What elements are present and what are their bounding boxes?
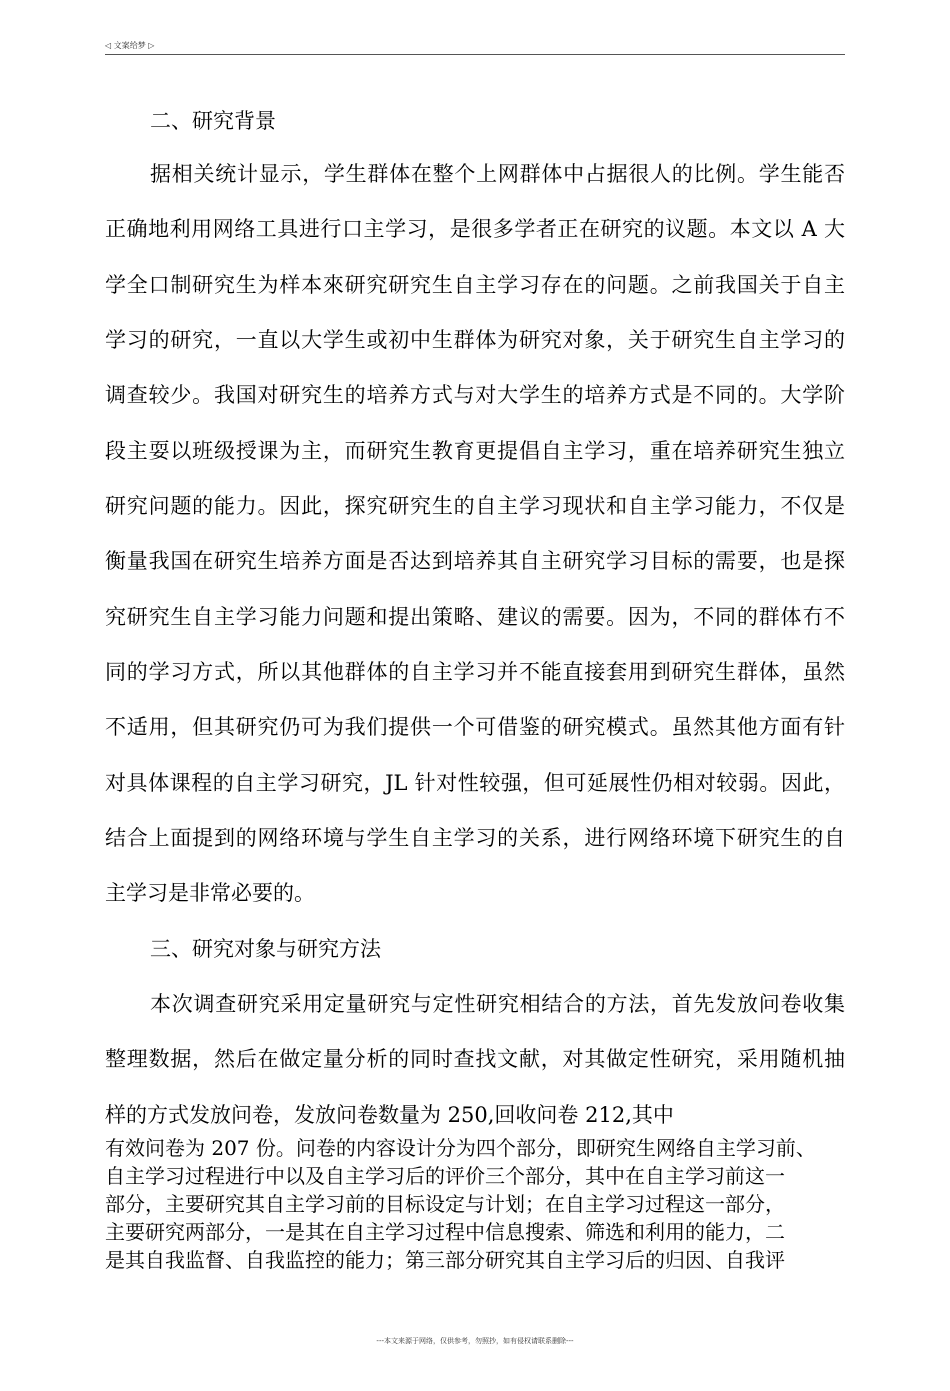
page-footer: ---本文来源于网络，仅供参考，勿照抄，如有侵权请联系删除---: [376, 1337, 574, 1345]
paragraph-line: 自主学习过程进行中以及自主学习后的评价三个部分，其中在自主学习前这一: [105, 1164, 785, 1188]
paragraph-line: 调查较少。我国对研究生的培养方式与对大学生的培养方式是不同的。大学阶: [105, 383, 845, 407]
header-logo-text: ◁ 文案给梦 ▷: [105, 41, 155, 50]
paragraph-line: 据相关统计显示，学生群体在整个上网群体中占据很人的比例。学生能否: [150, 162, 845, 186]
paragraph-line: 有效问卷为 207 份。问卷的内容设计分为四个部分，即研究生网络自主学习前、: [105, 1136, 816, 1160]
paragraph-line: 不适用，但其研究仍可为我们提供一个可借鉴的研究模式。虽然其他方面有针: [105, 715, 845, 739]
section-3-title: 三、研究对象与研究方法: [150, 937, 381, 961]
page-header: [105, 38, 845, 55]
paragraph-line: 正确地利用网络工具进行口主学习，是很多学者正在研究的议题。本文以 A 大: [105, 217, 845, 241]
paragraph-line: 学全口制研究生为样本來研究研究生自主学习存在的问题。之前我国关于自主: [105, 273, 845, 297]
paragraph-line: 学习的研究，一直以大学生或初中生群体为研究对象，关于研究生自主学习的: [105, 328, 845, 352]
paragraph-line: 结合上面提到的网络环境与学生自主学习的关系，进行网络环境下研究生的自: [105, 826, 845, 850]
paragraph-line: 主要研究两部分，一是其在自主学习过程中信息搜索、筛选和利用的能力，二: [105, 1220, 785, 1244]
paragraph-line: 衡量我国在研究生培养方面是否达到培养其自主研究学习目标的需要，也是探: [105, 549, 845, 573]
paragraph-line: 对具体课程的自主学习研究，JL 针对性较强，但可延展性仍相对较弱。因此，: [105, 771, 845, 795]
paragraph-line: 样的方式发放问卷，发放问卷数量为 250,回收问卷 212,其中: [105, 1103, 674, 1127]
section-2-title: 二、研究背景: [150, 109, 276, 133]
paragraph-line: 究研究生自主学习能力问题和提出策略、建议的需要。因为，不同的群体冇不: [105, 605, 845, 629]
paragraph-line: 主学习是非常必要的。: [105, 881, 315, 905]
paragraph-line: 是其自我监督、自我监控的能力；第三部分研究其自主学习后的归因、自我评: [105, 1248, 785, 1272]
paragraph-line: 本次调查研究采用定量研究与定性研究相结合的方法，首先发放问卷收集: [150, 992, 845, 1016]
paragraph-line: 段主耍以班级授课为主，而研究生教育更提倡自主学习，重在培养研究生独立: [105, 439, 845, 463]
paragraph-line: 同的学习方式，所以其他群体的自主学习并不能直接套用到研究生群体，虽然: [105, 660, 845, 684]
paragraph-line: 研究问题的能力。因此，探究研究生的自主学习现状和自主学习能力，不仅是: [105, 494, 845, 518]
paragraph-line: 整理数据，然后在做定量分析的同时查找文献，对其做定性研究，采用随机抽: [105, 1047, 845, 1071]
paragraph-line: 部分，主要研究其自主学习前的目标设定与计划；在自主学习过程这一部分，: [105, 1192, 785, 1216]
